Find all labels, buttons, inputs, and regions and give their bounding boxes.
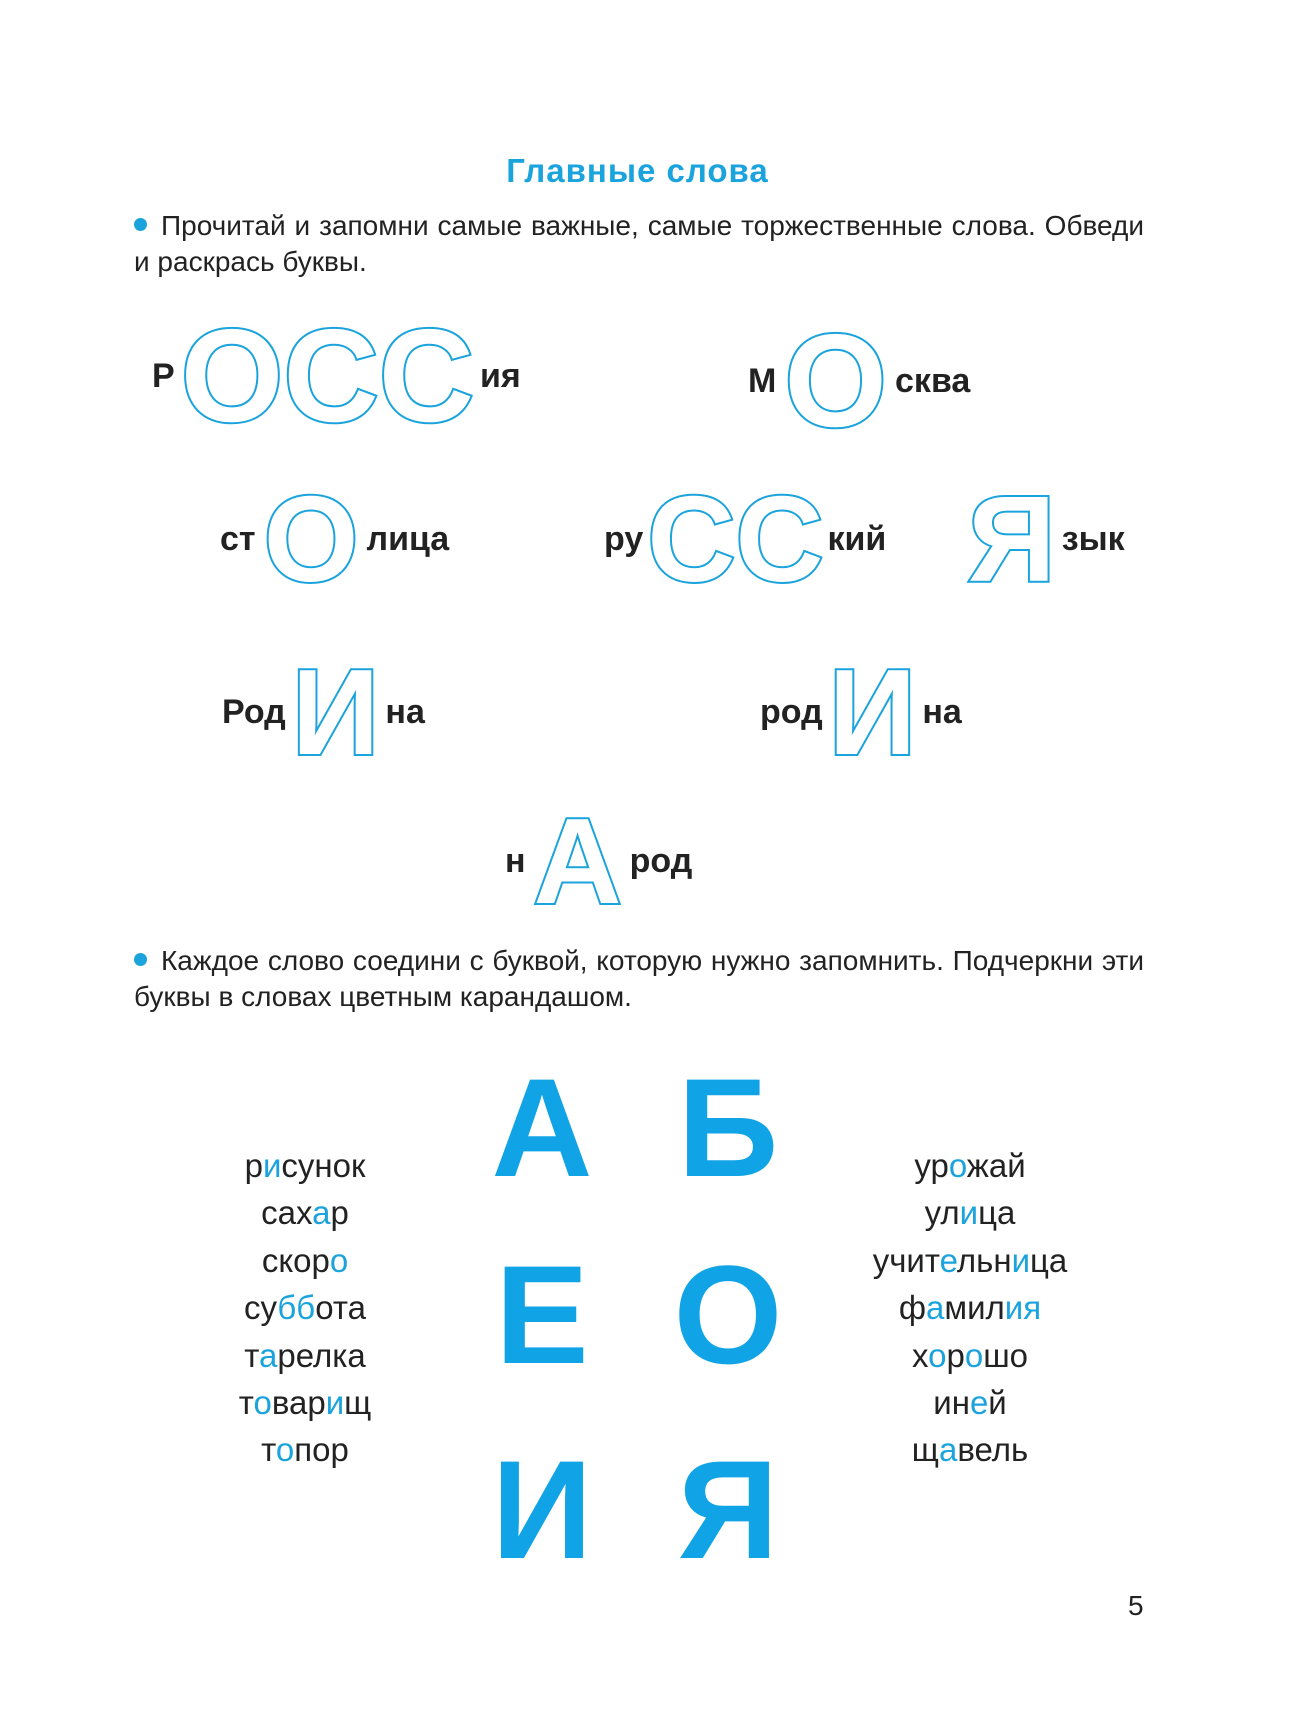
word-prefix: Р [152, 356, 175, 395]
highlighted-letter: а [926, 1289, 945, 1327]
word-part: ца [978, 1194, 1016, 1232]
word-part: скор [261, 1241, 330, 1279]
word-part: ин [933, 1384, 970, 1422]
left-word-list [195, 1142, 415, 1474]
instruction-2 [134, 943, 1144, 1015]
word-stolitsa [220, 471, 450, 607]
word-prefix: род [760, 692, 823, 731]
list-item [840, 1426, 1100, 1473]
highlighted-letter: а [312, 1194, 331, 1232]
outline-letters: И [291, 644, 380, 780]
word-part: т [261, 1431, 276, 1469]
word-part: щ [911, 1431, 939, 1469]
highlighted-letter: о [329, 1241, 349, 1279]
word-part: р [244, 1147, 263, 1184]
word-moskva [748, 307, 971, 454]
word-part: сах [261, 1194, 313, 1232]
highlighted-letter: ия [1004, 1289, 1042, 1327]
word-part: релка [277, 1336, 366, 1374]
big-letter-e: Е [495, 1236, 589, 1393]
highlighted-letter: и [262, 1147, 282, 1184]
word-prefix: ру [604, 519, 644, 558]
word-part: учит [872, 1241, 940, 1279]
word-part: пор [294, 1431, 349, 1469]
word-part: вар [271, 1384, 326, 1422]
list-item [195, 1332, 415, 1379]
word-part: льн [956, 1241, 1012, 1279]
instruction-2-text: Каждое слово соедини с буквой, которую нужно запомнить. Подчеркни эти буквы в словах цветным карандашом. [134, 945, 1144, 1012]
highlighted-letter: о [948, 1147, 967, 1184]
highlighted-letter: и [1011, 1241, 1030, 1279]
highlighted-letter: и [325, 1384, 345, 1422]
list-item [195, 1426, 415, 1473]
word-suffix: род [629, 841, 693, 880]
highlighted-letter: е [969, 1384, 989, 1422]
word-part: щ [344, 1384, 372, 1422]
outline-letters: О [263, 471, 359, 607]
outline-letters: ОСС [180, 302, 475, 449]
big-letter-i: И [491, 1431, 593, 1588]
outline-letters: А [533, 793, 622, 929]
big-letter-b: Б [677, 1049, 779, 1206]
word-suffix: лица [366, 519, 450, 558]
word-part: ф [898, 1289, 927, 1327]
outline-letters: СС [647, 471, 824, 607]
list-item [195, 1379, 415, 1426]
list-item [840, 1284, 1100, 1331]
right-word-list [840, 1142, 1100, 1474]
word-part: су [244, 1289, 278, 1327]
list-item [195, 1142, 415, 1189]
word-suffix: на [922, 692, 962, 731]
list-item [195, 1237, 415, 1284]
word-part: шо [983, 1336, 1029, 1374]
outline-letters: Я [968, 471, 1056, 607]
list-item [840, 1332, 1100, 1379]
word-rodina [760, 644, 962, 780]
word-part: р [946, 1336, 965, 1374]
word-part: т [238, 1384, 254, 1422]
bullet-icon [134, 218, 147, 231]
word-rodina-capital [222, 644, 425, 780]
word-yazyk [968, 471, 1125, 607]
highlighted-letter: бб [277, 1289, 316, 1327]
word-part: жай [966, 1147, 1026, 1184]
word-part: ул [924, 1194, 960, 1232]
list-item [840, 1142, 1100, 1189]
list-item [195, 1189, 415, 1236]
word-suffix: на [385, 692, 425, 731]
word-part: сунок [281, 1147, 366, 1184]
word-russkiy [604, 471, 887, 607]
word-narod [505, 793, 693, 929]
big-letter-o: О [673, 1236, 783, 1393]
word-part: ота [315, 1289, 366, 1327]
highlighted-letter: а [259, 1336, 278, 1374]
page-number: 5 [1128, 1590, 1144, 1621]
word-prefix: М [748, 361, 777, 400]
word-part: ур [914, 1147, 949, 1184]
instruction-1 [134, 208, 1144, 280]
word-prefix: ст [220, 519, 256, 558]
word-suffix: кий [827, 519, 887, 558]
highlighted-letter: о [964, 1336, 984, 1374]
word-part: р [330, 1194, 349, 1232]
word-part: х [911, 1336, 929, 1374]
highlighted-letter: о [275, 1431, 295, 1469]
word-suffix: сква [895, 361, 971, 400]
big-letter-ya: Я [677, 1431, 779, 1588]
outline-letters: И [828, 644, 917, 780]
word-prefix: Род [222, 692, 286, 731]
list-item [195, 1284, 415, 1331]
list-item [840, 1379, 1100, 1426]
word-part: вель [957, 1431, 1029, 1469]
big-letter-a: А [491, 1049, 593, 1206]
outline-letters: О [784, 307, 888, 454]
page-title: Главные слова [506, 152, 769, 189]
word-part: т [244, 1336, 259, 1374]
highlighted-letter: и [959, 1194, 979, 1232]
highlighted-letter: о [928, 1336, 947, 1374]
word-part: й [988, 1384, 1007, 1422]
list-item [840, 1189, 1100, 1236]
highlighted-letter: е [939, 1241, 957, 1279]
word-suffix: зык [1061, 519, 1125, 558]
list-item [840, 1237, 1100, 1284]
word-rossiya [152, 302, 521, 449]
word-part: ца [1030, 1241, 1068, 1279]
word-prefix: н [505, 841, 526, 880]
bullet-icon [134, 953, 147, 966]
instruction-1-text: Прочитай и запомни самые важные, самые торжественные слова. Обведи и раскрась буквы. [134, 210, 1144, 277]
word-suffix: ия [480, 356, 521, 395]
highlighted-letter: о [253, 1384, 272, 1422]
highlighted-letter: а [938, 1431, 958, 1469]
word-part: мил [944, 1289, 1005, 1327]
